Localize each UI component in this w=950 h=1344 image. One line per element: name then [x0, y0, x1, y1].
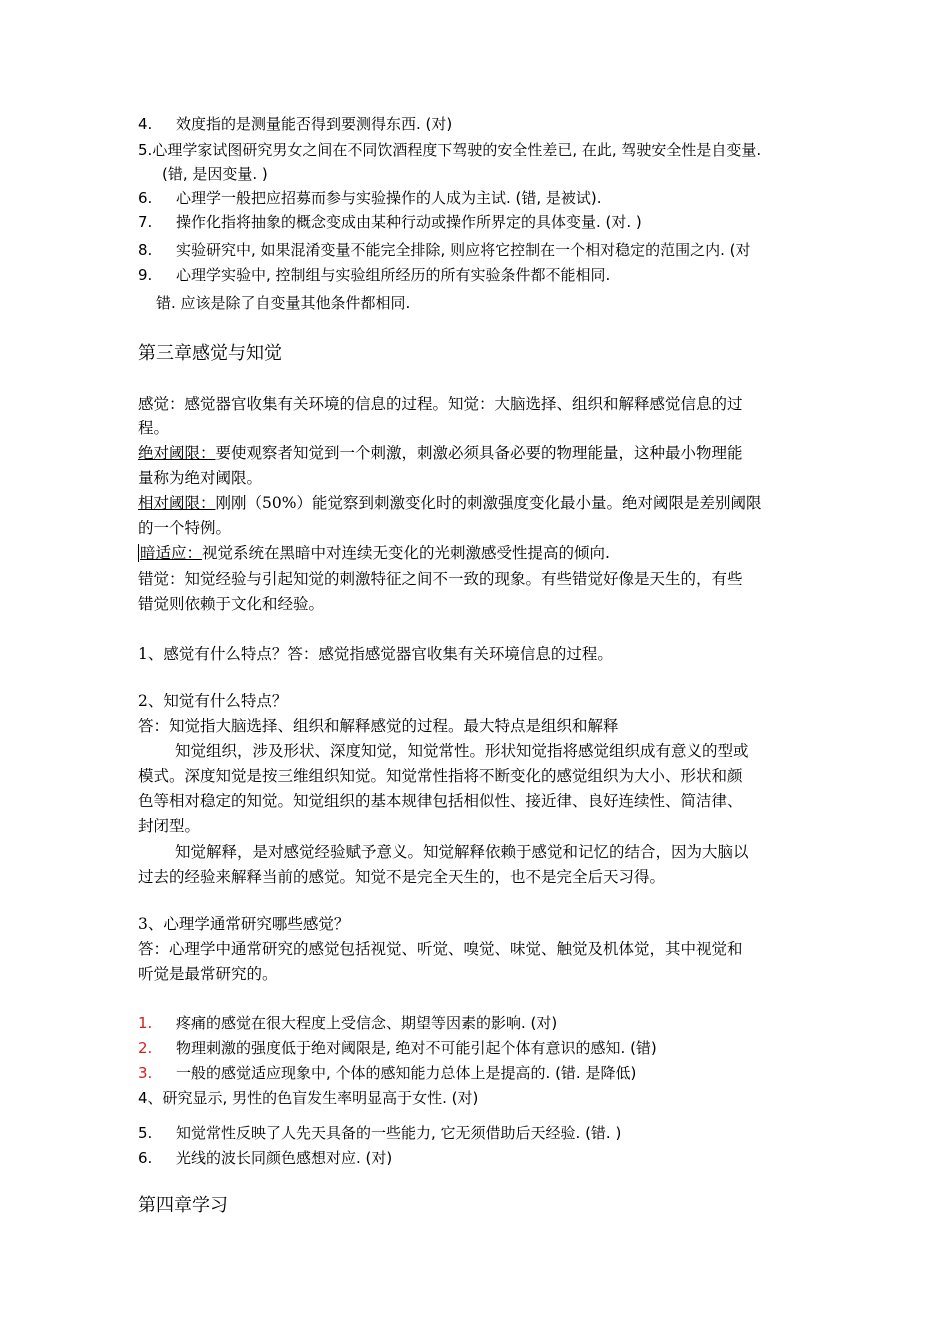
answer-2-p1-l1: 知觉组织，涉及形状、深度知觉，知觉常性。形状知觉指将感觉组织成有意义的型或	[175, 742, 749, 760]
tf-item-4	[138, 114, 452, 134]
item-number: 8.	[138, 241, 153, 259]
def-text: 刚刚（50%）能觉察到刺激变化时的刺激强度变化最小量。绝对阈限是差别阈限	[215, 494, 762, 512]
tf-item-9-answer	[156, 293, 410, 313]
answer-2-p1-l3: 色等相对稳定的知觉。知觉组织的基本规律包括相似性、接近律、良好连续性、简洁律、	[138, 792, 743, 810]
item-number: 1.	[138, 1014, 153, 1032]
item-number: 9.	[138, 266, 153, 284]
def-text: 要使观察者知觉到一个刺激，刺激必须具备必要的物理能量，这种最小物理能	[215, 444, 743, 462]
ch3-tf-item-2	[138, 1038, 657, 1058]
question-2: 2、知觉有什么特点？	[138, 692, 288, 710]
answer-3-l1: 答：心理学中通常研究的感觉包括视觉、听觉、嗅觉、味觉、触觉及机体觉，其中视觉和	[138, 940, 743, 958]
item-text: 心理学家试图研究男女之间在不同饮酒程度下驾驶的安全性差已, 在此, 驾驶安全性是自变量.	[152, 141, 762, 159]
def-illusion: 错觉：知觉经验与引起知觉的刺激特征之间不一致的现象。有些错觉好像是天生的，有些	[138, 570, 743, 588]
item-text: 心理学实验中, 控制组与实验组所经历的所有实验条件都不能相同.	[176, 266, 611, 284]
chapter-3-title: 第三章感觉与知觉	[138, 343, 282, 364]
def-sensation-perception: 感觉：感觉器官收集有关环境的信息的过程。知觉：大脑选择、组织和解释感觉信息的过	[138, 395, 743, 413]
item-number: 2.	[138, 1039, 153, 1057]
item-text: 4、研究显示, 男性的色盲发生率明显高于女性. (对)	[138, 1089, 479, 1107]
item-text: 知觉常性反映了人先天具备的一些能力, 它无须借助后天经验. (错. )	[176, 1124, 622, 1142]
item-number: 6.	[138, 1149, 153, 1167]
item-text: 错. 应该是除了自变量其他条件都相同.	[156, 294, 411, 312]
item-text: 物理刺激的强度低于绝对阈限是, 绝对不可能引起个体有意识的感知. (错)	[176, 1039, 657, 1057]
answer-2-p1-l2: 模式。深度知觉是按三维组织知觉。知觉常性指将不断变化的感觉组织为大小、形状和颜	[138, 767, 743, 785]
item-number: 5.	[138, 1124, 153, 1142]
tf-item-5-answer	[162, 164, 268, 184]
question-3: 3、心理学通常研究哪些感觉？	[138, 915, 350, 933]
item-text: 一般的感觉适应现象中, 个体的感知能力总体上是提高的. (错. 是降低)	[176, 1064, 637, 1082]
answer-3-l2: 听觉是最常研究的。	[138, 965, 278, 983]
def-relative-threshold-cont: 的一个特例。	[138, 519, 232, 537]
ch3-tf-item-6	[138, 1148, 392, 1168]
tf-item-6	[138, 188, 602, 208]
item-text: 心理学一般把应招募而参与实验操作的人成为主试. (错, 是被试).	[176, 189, 602, 207]
ch3-tf-item-5	[138, 1123, 621, 1143]
chapter-4-title: 第四章学习	[138, 1195, 228, 1216]
item-number: 6.	[138, 189, 153, 207]
tf-item-7	[138, 212, 642, 232]
def-sensation-perception-cont: 程。	[138, 419, 170, 437]
item-text: (错, 是因变量. )	[162, 165, 268, 183]
tf-item-5	[138, 140, 761, 160]
answer-2: 答：知觉指大脑选择、组织和解释感觉的过程。最大特点是组织和解释	[138, 717, 619, 735]
ch3-tf-item-3	[138, 1063, 636, 1083]
item-text: 疼痛的感觉在很大程度上受信念、期望等因素的影响. (对)	[176, 1014, 558, 1032]
def-illusion-cont: 错觉则依赖于文化和经验。	[138, 595, 325, 613]
item-text: 操作化指将抽象的概念变成由某种行动或操作所界定的具体变量. (对. )	[176, 213, 642, 231]
def-text: 视觉系统在黑暗中对连续无变化的光刺激感受性提高的倾向.	[202, 544, 610, 562]
term-dark-adaptation: 暗适应：	[140, 544, 203, 562]
item-number: 3.	[138, 1064, 153, 1082]
answer-2-p2-l2: 过去的经验来解释当前的感觉。知觉不是完全天生的，也不是完全后天习得。	[138, 868, 666, 886]
item-number: 5.	[138, 141, 153, 159]
term-relative-threshold: 相对阈限：	[138, 494, 216, 512]
item-number: 4.	[138, 115, 153, 133]
item-text: 实验研究中, 如果混淆变量不能完全排除, 则应将它控制在一个相对稳定的范围之内. (对	[176, 241, 751, 259]
ch3-tf-item-4	[138, 1088, 478, 1108]
item-text: 效度指的是测量能否得到要测得东西. (对)	[176, 115, 453, 133]
item-number: 7.	[138, 213, 153, 231]
def-absolute-threshold	[138, 443, 743, 463]
def-absolute-threshold-cont: 量称为绝对阈限。	[138, 469, 263, 487]
answer-2-p2-l1: 知觉解释，是对感觉经验赋予意义。知觉解释依赖于感觉和记忆的结合，因为大脑以	[175, 843, 749, 861]
answer-2-p1-l4: 封闭型。	[138, 817, 201, 835]
question-1: 1、感觉有什么特点？答：感觉指感觉器官收集有关环境信息的过程。	[138, 645, 613, 663]
tf-item-8	[138, 240, 750, 260]
def-dark-adaptation	[138, 543, 610, 563]
ch3-tf-item-1	[138, 1013, 557, 1033]
def-relative-threshold	[138, 493, 761, 513]
term-absolute-threshold: 绝对阈限：	[138, 444, 216, 462]
item-text: 光线的波长同颜色感想对应. (对)	[176, 1149, 393, 1167]
tf-item-9	[138, 265, 610, 285]
